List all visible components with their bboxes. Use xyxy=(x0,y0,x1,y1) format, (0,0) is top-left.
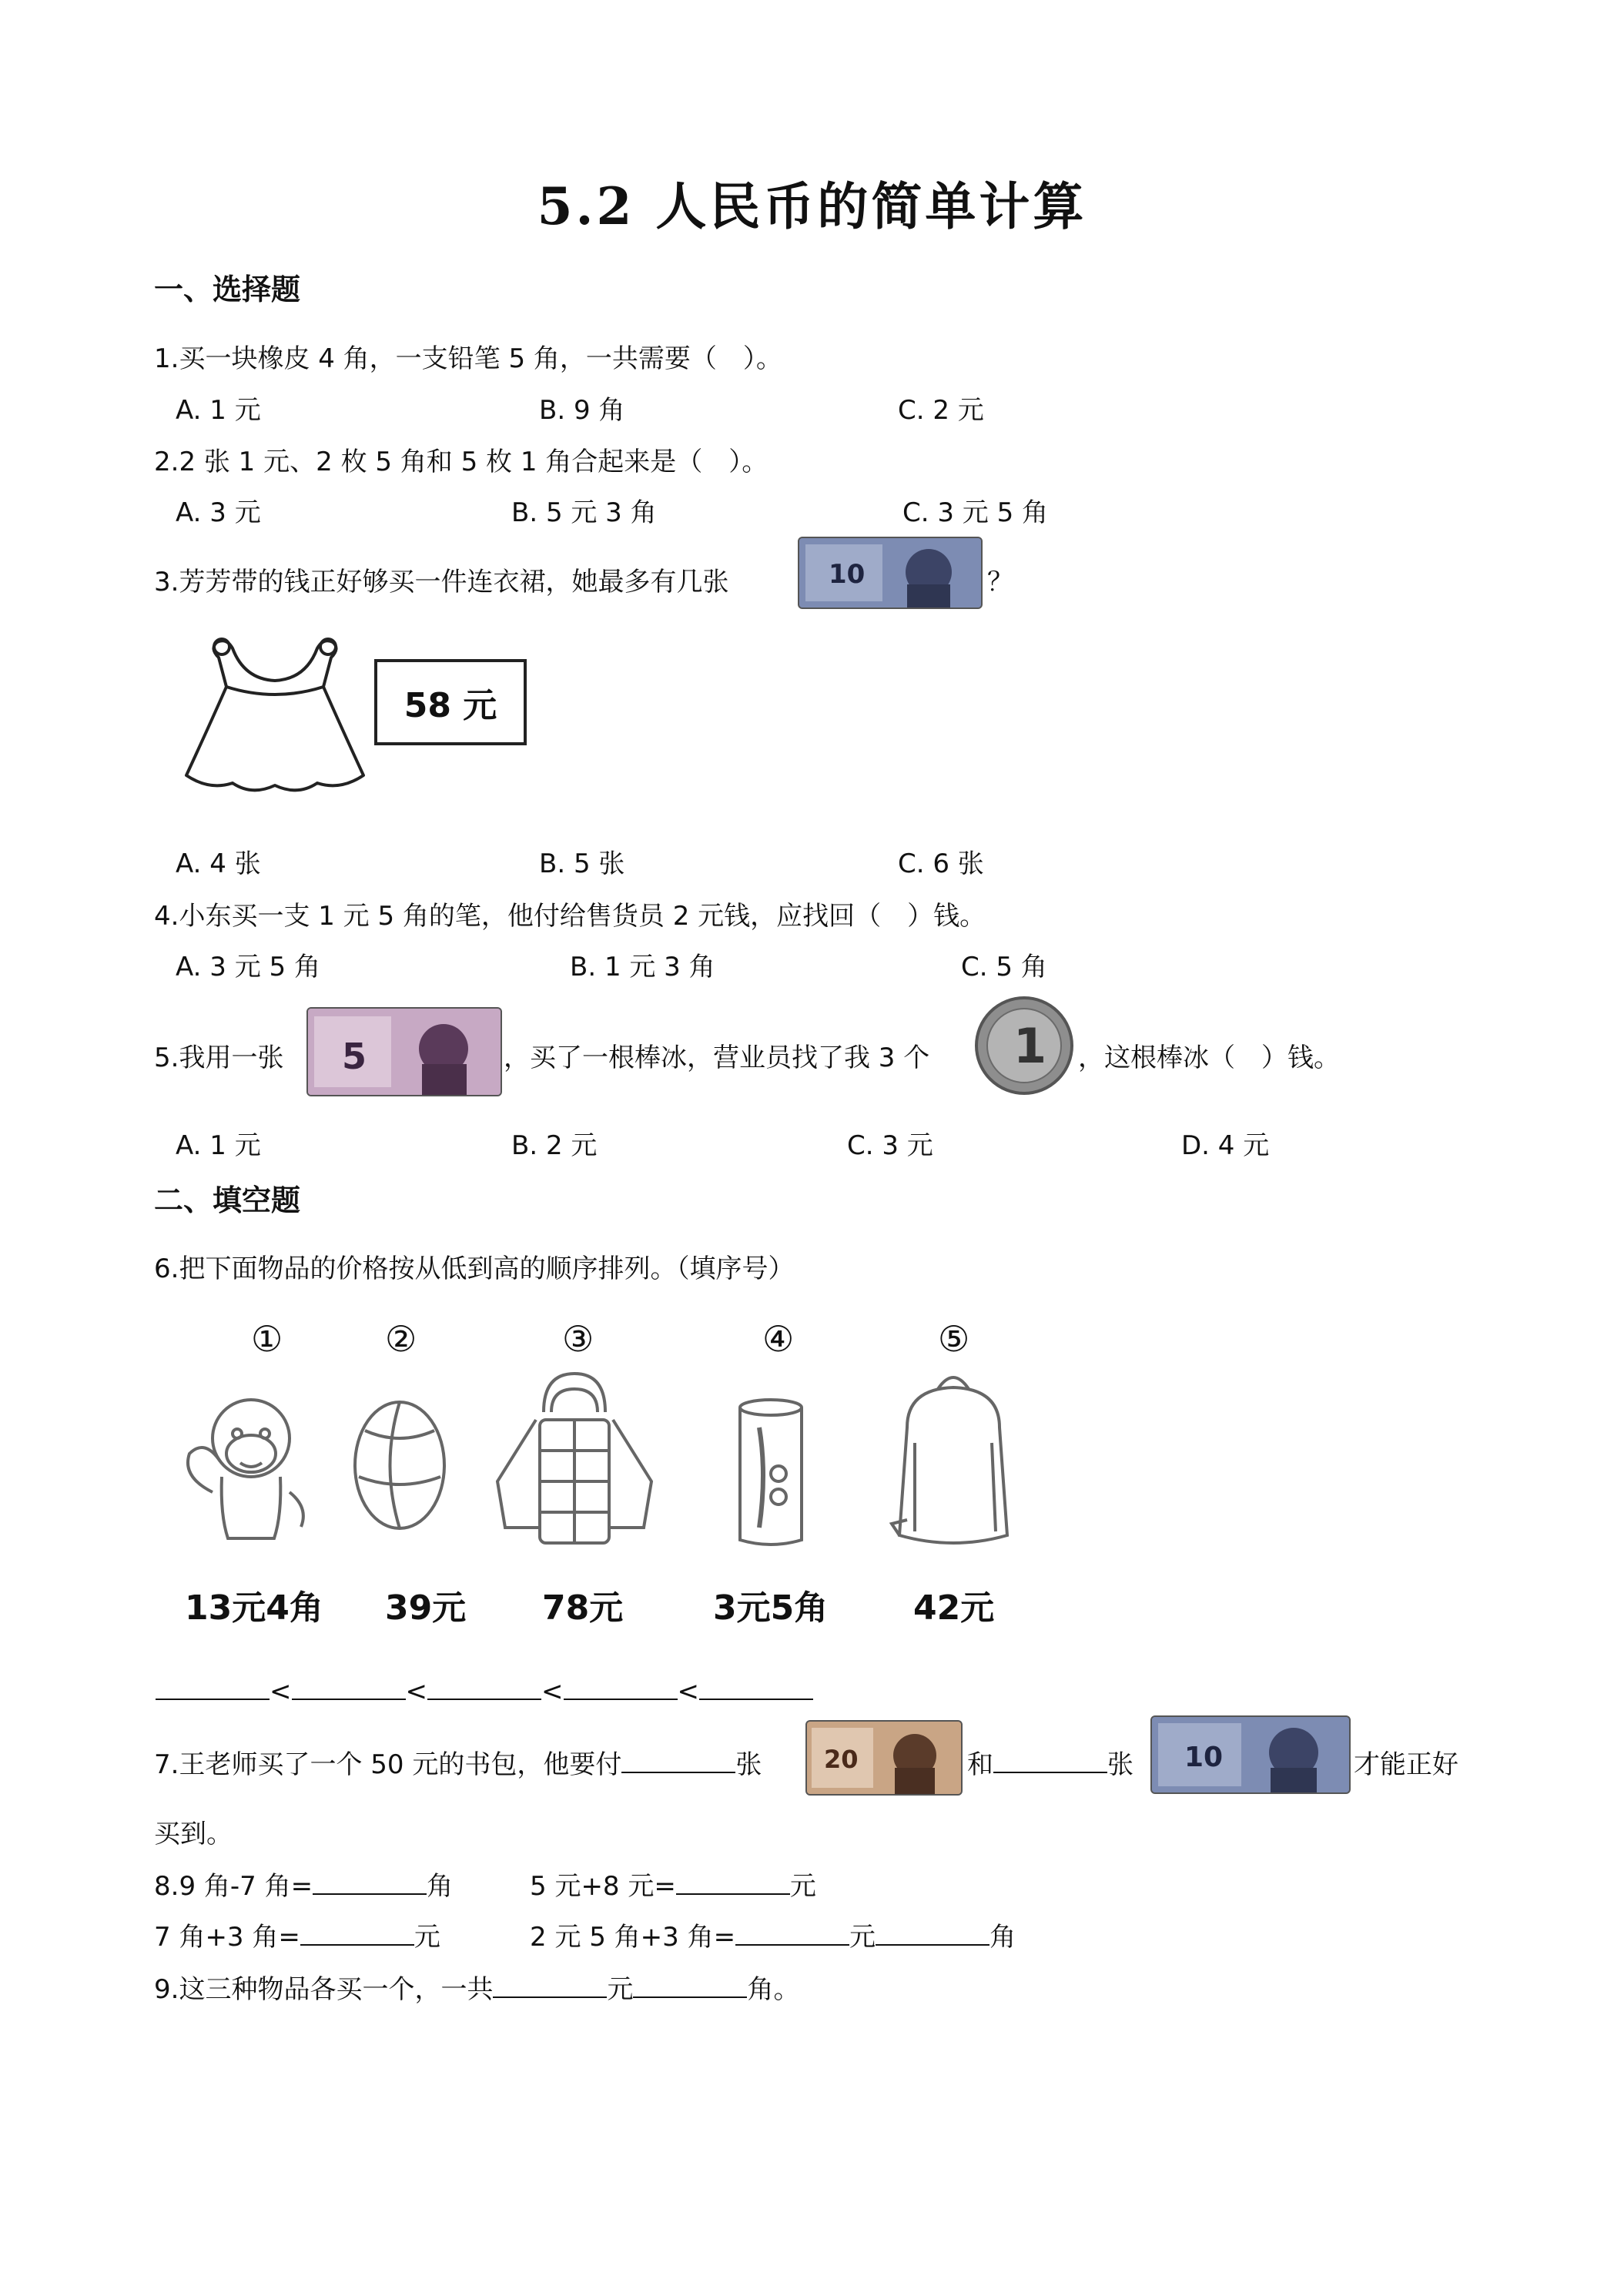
question-1: 1.买一块橡皮 4 角，一支铅笔 5 角，一共需要（ ）。 xyxy=(154,343,782,374)
q8-unit-2: 元 xyxy=(789,1871,816,1902)
monkey-toy-icon xyxy=(174,1392,328,1554)
order-blank-4[interactable] xyxy=(564,1675,678,1700)
item-price-4: 3元5角 xyxy=(713,1588,829,1628)
q7-he: 和 xyxy=(967,1749,993,1780)
q8-blank-3[interactable] xyxy=(300,1921,414,1946)
item-price-2: 39元 xyxy=(385,1588,467,1628)
q5-option-b: B. 2 元 xyxy=(511,1130,598,1161)
q8-expr-3: 7 角+3 角= xyxy=(154,1922,300,1953)
svg-text:10: 10 xyxy=(1184,1742,1224,1773)
q9-text: 9.这三种物品各买一个，一共 xyxy=(154,1974,494,2005)
less-than-sign: < xyxy=(270,1676,292,1707)
question-8-row-1b xyxy=(530,1865,816,1903)
svg-text:5: 5 xyxy=(342,1036,367,1077)
q5-option-d: D. 4 元 xyxy=(1181,1130,1270,1161)
ten-yuan-banknote-image-2 xyxy=(1150,1715,1351,1794)
q4-option-b: B. 1 元 3 角 xyxy=(570,952,715,982)
order-blank-2[interactable] xyxy=(292,1675,406,1700)
q7-text-d: 买到。 xyxy=(154,1819,233,1849)
q1-option-b: B. 9 角 xyxy=(539,395,625,426)
q3-question-mark: ？ xyxy=(987,567,1013,597)
question-3: 3.芳芳带的钱正好够买一件连衣裙，她最多有几张 xyxy=(154,567,729,597)
q8-unit-3: 元 xyxy=(414,1922,440,1953)
price-box-label: 58 元 xyxy=(403,686,497,725)
q7-zhang-2: 张 xyxy=(1107,1749,1133,1780)
question-6: 6.把下面物品的价格按从低到高的顺序排列。（填序号） xyxy=(154,1253,795,1284)
item-number-5: ⑤ xyxy=(938,1318,970,1360)
order-blank-5[interactable] xyxy=(699,1675,813,1700)
q1-option-c: C. 2 元 xyxy=(898,395,984,426)
item-price-3: 78元 xyxy=(542,1588,624,1628)
item-price-5: 42元 xyxy=(913,1588,995,1628)
item-number-3: ③ xyxy=(562,1318,594,1360)
svg-text:10: 10 xyxy=(829,559,866,590)
q8-blank-2[interactable] xyxy=(676,1870,790,1895)
one-yuan-coin-icon xyxy=(973,995,1075,1096)
q2-option-b: B. 5 元 3 角 xyxy=(511,497,657,528)
item-number-1: ① xyxy=(251,1318,283,1360)
q3-option-a: A. 4 张 xyxy=(176,848,261,879)
ordering-answer-row xyxy=(156,1675,813,1707)
question-4: 4.小东买一支 1 元 5 角的笔，他付给售货员 2 元钱，应找回（ ）钱。 xyxy=(154,901,986,932)
item-number-2: ② xyxy=(385,1318,417,1360)
q5-option-a: A. 1 元 xyxy=(176,1130,261,1161)
q9-blank-jiao[interactable] xyxy=(633,1973,747,1998)
q8-unit-1: 角 xyxy=(427,1871,454,1902)
q7-blank-20-yuan[interactable] xyxy=(621,1749,735,1773)
five-yuan-banknote-icon xyxy=(308,1009,501,1095)
q8-unit-4: 元 xyxy=(849,1922,876,1953)
drink-can-icon xyxy=(728,1397,813,1551)
less-than-sign: < xyxy=(541,1676,564,1707)
item-number-4: ④ xyxy=(762,1318,795,1360)
jacket-icon xyxy=(482,1366,667,1551)
question-8-row-2a xyxy=(154,1916,440,1953)
twenty-yuan-banknote-icon xyxy=(807,1722,961,1794)
q7-text-a: 7.王老师买了一个 50 元的书包，他要付 xyxy=(154,1749,622,1780)
q4-option-a: A. 3 元 5 角 xyxy=(176,952,320,982)
backpack-icon xyxy=(884,1366,1023,1555)
q3-option-c: C. 6 张 xyxy=(898,848,984,879)
q8-expr-2: 5 元+8 元= xyxy=(530,1871,676,1902)
order-blank-1[interactable] xyxy=(156,1675,270,1700)
q1-option-a: A. 1 元 xyxy=(176,395,261,426)
question-9 xyxy=(154,1968,799,2006)
q8-blank-5[interactable] xyxy=(876,1921,989,1946)
ten-yuan-banknote-image xyxy=(798,537,983,609)
q8-unit-5: 角 xyxy=(989,1922,1016,1953)
q8-blank-1[interactable] xyxy=(313,1870,427,1895)
less-than-sign: < xyxy=(677,1676,699,1707)
q9-unit-yuan: 元 xyxy=(607,1974,634,2005)
q8-expr-4: 2 元 5 角+3 角= xyxy=(530,1922,736,1953)
less-than-sign: < xyxy=(405,1676,427,1707)
ten-yuan-banknote-icon xyxy=(799,538,981,607)
twenty-yuan-banknote-image xyxy=(805,1720,963,1796)
q9-unit-jiao: 角。 xyxy=(747,1974,800,2005)
svg-text:1: 1 xyxy=(1013,1018,1047,1074)
dress-icon xyxy=(179,633,371,802)
q4-option-c: C. 5 角 xyxy=(961,952,1047,982)
q3-option-b: B. 5 张 xyxy=(539,848,625,879)
question-5-part-b: ，买了一根棒冰，营业员找了我 3 个 xyxy=(504,1043,930,1073)
section-heading-choice: 一、选择题 xyxy=(154,273,301,306)
item-price-1: 13元4角 xyxy=(185,1588,323,1628)
ten-yuan-banknote-icon xyxy=(1152,1717,1349,1792)
question-7-line-1 xyxy=(154,1743,762,1781)
order-blank-3[interactable] xyxy=(427,1675,541,1700)
q7-blank-10-yuan[interactable] xyxy=(993,1749,1107,1773)
q8-blank-4[interactable] xyxy=(735,1921,849,1946)
q7-text-c: 才能正好 xyxy=(1354,1749,1458,1780)
q7-zhang-1: 张 xyxy=(735,1749,762,1780)
section-heading-fill: 二、填空题 xyxy=(154,1183,301,1217)
ball-icon xyxy=(350,1392,450,1538)
question-7-line-1b xyxy=(967,1743,1133,1781)
q8-expr-1: 8.9 角-7 角= xyxy=(154,1871,313,1902)
price-box xyxy=(374,659,527,745)
question-2: 2.2 张 1 元、2 枚 5 角和 5 枚 1 角合起来是（ ）。 xyxy=(154,447,768,477)
question-5-part-c: ，这根棒冰（ ）钱。 xyxy=(1078,1043,1340,1073)
q9-blank-yuan[interactable] xyxy=(493,1973,607,1998)
q2-option-a: A. 3 元 xyxy=(176,497,261,528)
q2-option-c: C. 3 元 5 角 xyxy=(902,497,1049,528)
five-yuan-banknote-image xyxy=(306,1007,502,1096)
svg-text:20: 20 xyxy=(824,1745,859,1774)
question-8-row-2b xyxy=(530,1916,1016,1953)
question-5-part-a: 5.我用一张 xyxy=(154,1043,284,1073)
q5-option-c: C. 3 元 xyxy=(847,1130,933,1161)
question-8-row-1a xyxy=(154,1865,453,1903)
page-title: 5.2 人民币的简单计算 xyxy=(537,176,1087,236)
